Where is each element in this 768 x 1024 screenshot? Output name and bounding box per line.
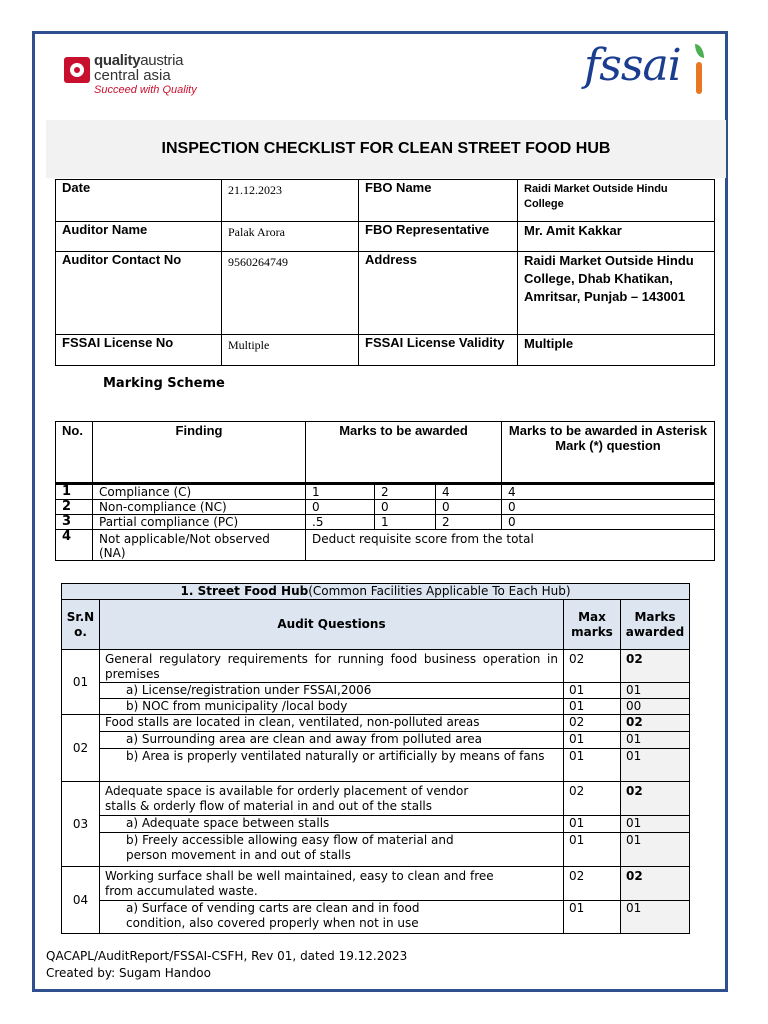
marking-row-asterisk: 0 <box>502 500 715 515</box>
sub-question-text: a) Adequate space between stalls <box>100 816 564 833</box>
marking-row-no: 1 <box>56 484 93 500</box>
marking-header-no: No. <box>56 422 93 484</box>
question-sr-no: 02 <box>62 715 100 782</box>
sub-question-marks-awarded: 01 <box>621 833 690 867</box>
fssai-swoosh-icon <box>696 62 702 94</box>
question-max-marks: 02 <box>564 867 621 901</box>
footer-created-by: Created by: Sugam Handoo <box>46 966 211 980</box>
qa-logo-central-asia: central asia <box>94 67 171 84</box>
marking-scheme-title: Marking Scheme <box>103 376 225 391</box>
marking-row-no: 3 <box>56 515 93 530</box>
section-title-bold: 1. Street Food Hub <box>180 584 309 598</box>
marking-scheme-table <box>55 421 715 561</box>
fssai-license-validity-value: Multiple <box>518 335 715 366</box>
sub-question-marks-awarded: 01 <box>621 732 690 749</box>
qa-logo-quality: quality <box>94 52 141 69</box>
fssai-license-no-value: Multiple <box>222 335 359 366</box>
audit-info-table <box>55 179 715 366</box>
fssai-logo-text: fssai <box>584 40 681 91</box>
auditor-name-value: Palak Arora <box>222 222 359 252</box>
question-text: Adequate space is available for orderly placement of vendor stalls & orderly flow of material in and out of the stalls <box>100 782 564 816</box>
marking-row-finding: Not applicable/Not observed (NA) <box>93 530 306 561</box>
sub-question-marks-awarded: 01 <box>621 816 690 833</box>
sub-question-marks-awarded: 01 <box>621 901 690 934</box>
sub-question-max-marks: 01 <box>564 833 621 867</box>
audit-questions-table <box>61 583 690 934</box>
fbo-name-value: Raidi Market Outside Hindu College <box>518 180 715 222</box>
address-label: Address <box>359 252 518 335</box>
marking-row-mark: 2 <box>375 484 436 500</box>
marking-row-finding: Compliance (C) <box>93 484 306 500</box>
sub-question-max-marks: 01 <box>564 699 621 715</box>
marking-row-mark: .5 <box>306 515 375 530</box>
date-value: 21.12.2023 <box>222 180 359 222</box>
sub-question-marks-awarded: 00 <box>621 699 690 715</box>
marking-row-mark: 2 <box>436 515 502 530</box>
sub-question-max-marks: 01 <box>564 816 621 833</box>
sub-question-marks-awarded: 01 <box>621 683 690 699</box>
sub-question-max-marks: 01 <box>564 732 621 749</box>
marking-row-no: 2 <box>56 500 93 515</box>
quality-austria-q-icon <box>64 57 90 83</box>
question-marks-awarded: 02 <box>621 782 690 816</box>
marking-row-mark: 0 <box>375 500 436 515</box>
header-max-marks: Max marks <box>564 600 621 650</box>
quality-austria-logo <box>64 52 224 102</box>
sub-question-max-marks: 01 <box>564 901 621 934</box>
question-sr-no: 03 <box>62 782 100 867</box>
question-text: Food stalls are located in clean, ventilated, non-polluted areas <box>100 715 564 732</box>
marking-row-mark: 0 <box>306 500 375 515</box>
question-max-marks: 02 <box>564 782 621 816</box>
address-value: Raidi Market Outside Hindu College, Dhab Khatikan, Amritsar, Punjab – 143001 <box>518 252 715 335</box>
auditor-name-label: Auditor Name <box>56 222 222 252</box>
question-text: Working surface shall be well maintained, easy to clean and free from accumulated waste. <box>100 867 564 901</box>
sub-question-text: b) Area is properly ventilated naturally or artificially by means of fans <box>100 749 564 782</box>
sub-question-text: b) NOC from municipality /local body <box>100 699 564 715</box>
marking-row-asterisk: 0 <box>502 515 715 530</box>
sub-question-marks-awarded: 01 <box>621 749 690 782</box>
qa-logo-tagline: Succeed with Quality <box>94 84 197 96</box>
marking-row-mark: 1 <box>375 515 436 530</box>
question-marks-awarded: 02 <box>621 867 690 901</box>
question-sr-no: 04 <box>62 867 100 934</box>
marking-row-finding: Non-compliance (NC) <box>93 500 306 515</box>
sub-question-text: a) Surface of vending carts are clean and in food condition, also covered properly when not in use <box>100 901 564 934</box>
marking-header-marks: Marks to be awarded <box>306 422 502 484</box>
marking-row-asterisk: 4 <box>502 484 715 500</box>
footer-document-ref: QACAPL/AuditReport/FSSAI-CSFH, Rev 01, dated 19.12.2023 <box>46 949 408 963</box>
fssai-license-no-label: FSSAI License No <box>56 335 222 366</box>
auditor-contact-label: Auditor Contact No <box>56 252 222 335</box>
marking-row-mark: 0 <box>436 500 502 515</box>
question-sr-no: 01 <box>62 650 100 715</box>
sub-question-text: a) License/registration under FSSAI,2006 <box>100 683 564 699</box>
header-audit-questions: Audit Questions <box>100 600 564 650</box>
question-marks-awarded: 02 <box>621 650 690 683</box>
date-label: Date <box>56 180 222 222</box>
header-marks-awarded: Marks awarded <box>621 600 690 650</box>
question-text: General regulatory requirements for running food business operation in premises <box>100 650 564 683</box>
section-title <box>62 584 690 600</box>
marking-row-no: 4 <box>56 530 93 561</box>
question-max-marks: 02 <box>564 650 621 683</box>
marking-row-mark: 1 <box>306 484 375 500</box>
marking-header-finding: Finding <box>93 422 306 484</box>
section-title-rest: (Common Facilities Applicable To Each Hub) <box>308 584 571 598</box>
fssai-logo <box>584 40 714 100</box>
marking-row-finding: Partial compliance (PC) <box>93 515 306 530</box>
sub-question-text: a) Surrounding area are clean and away from polluted area <box>100 732 564 749</box>
question-max-marks: 02 <box>564 715 621 732</box>
qa-logo-austria: austria <box>140 52 184 69</box>
fssai-license-validity-label: FSSAI License Validity <box>359 335 518 366</box>
fbo-representative-label: FBO Representative <box>359 222 518 252</box>
header-sr-no: Sr.N o. <box>62 600 100 650</box>
fssai-leaf-icon <box>695 44 704 58</box>
page-title: INSPECTION CHECKLIST FOR CLEAN STREET FOOD HUB <box>161 140 611 157</box>
fbo-representative-value: Mr. Amit Kakkar <box>518 222 715 252</box>
sub-question-max-marks: 01 <box>564 749 621 782</box>
sub-question-text: b) Freely accessible allowing easy flow of material and person movement in and out of stalls <box>100 833 564 867</box>
marking-row-mark: 4 <box>436 484 502 500</box>
question-marks-awarded: 02 <box>621 715 690 732</box>
marking-row-na-text: Deduct requisite score from the total <box>306 530 715 561</box>
sub-question-max-marks: 01 <box>564 683 621 699</box>
fbo-name-label: FBO Name <box>359 180 518 222</box>
marking-header-asterisk: Marks to be awarded in Asterisk Mark (*) question <box>502 422 715 484</box>
auditor-contact-value: 9560264749 <box>222 252 359 335</box>
